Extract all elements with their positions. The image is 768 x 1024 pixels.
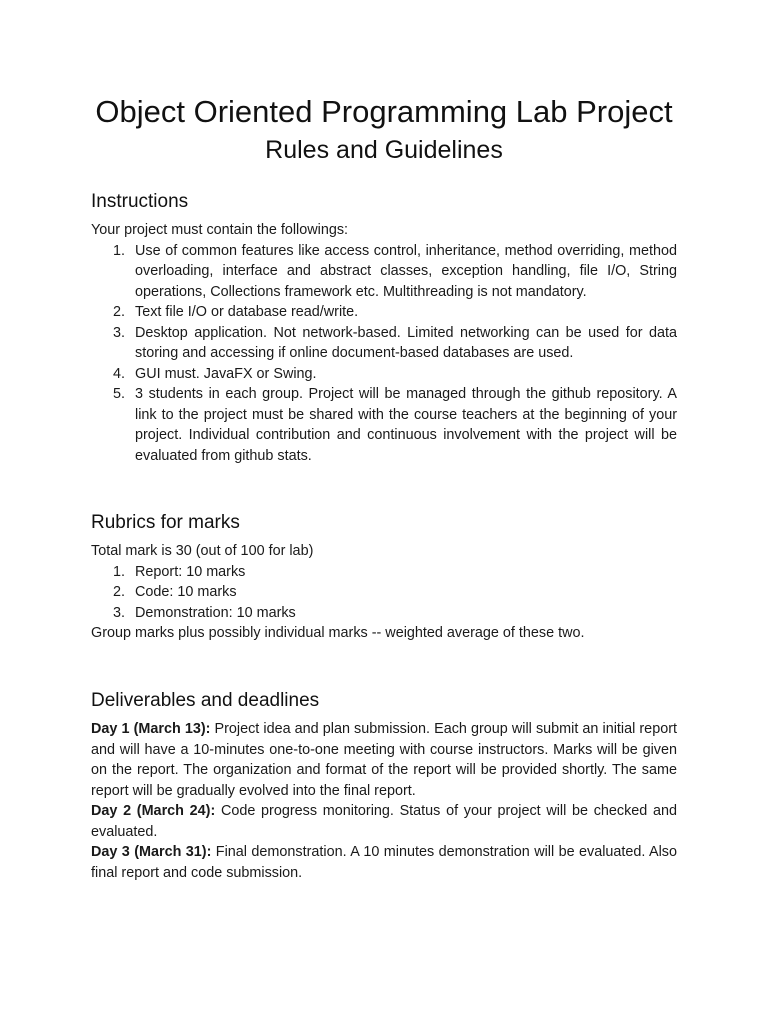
list-item — [91, 603, 677, 624]
list-item-text: Text file I/O or database read/write. — [135, 304, 359, 320]
list-item-number: 4. — [113, 365, 126, 382]
list-item — [91, 364, 677, 385]
list-item-number: 3. — [113, 604, 126, 621]
rubrics-list — [91, 562, 677, 624]
list-item-number: 5. — [113, 386, 126, 402]
list-item — [91, 302, 677, 323]
document-title: Object Oriented Programming Lab Project — [95, 94, 673, 129]
deliverable-day-3 — [91, 842, 677, 883]
day-text: Project idea and plan submission. Each group will submit an initial report and will have a 10-minutes one-to-one meeting with course instructors. Marks will be given on the report. The organization and format of the report will be provided shortly. The same report will be gradually evolved into the final report. — [91, 721, 677, 799]
list-item-text: GUI must. JavaFX or Swing. — [135, 365, 317, 382]
rubrics-intro: Total mark is 30 (out of 100 for lab) — [91, 543, 314, 559]
list-item-number: 2. — [113, 584, 126, 600]
list-item-number: 2. — [113, 304, 126, 320]
document-subtitle: Rules and Guidelines — [265, 136, 503, 164]
instructions-list — [91, 241, 677, 467]
day-label: Day 3 (March 31): — [91, 844, 212, 860]
list-item-text: Report: 10 marks — [135, 563, 246, 580]
list-item-text: Code: 10 marks — [135, 584, 237, 600]
rubrics-outro: Group marks plus possibly individual marks -- weighted average of these two. — [91, 625, 585, 641]
instructions-intro: Your project must contain the followings: — [91, 222, 349, 238]
list-item-text: Desktop application. Not network-based. Limited networking can be used for data storing and accessing if online document-based databases are used. — [135, 324, 677, 361]
rubrics-section — [91, 511, 677, 644]
list-item — [91, 384, 677, 466]
list-item-number: 1. — [113, 563, 126, 580]
deliverables-section — [91, 689, 677, 883]
deliverable-day-2 — [91, 801, 677, 842]
list-item — [91, 562, 677, 583]
day-text: Code progress monitoring. Status of your project will be checked and evaluated. — [91, 803, 677, 840]
list-item — [91, 582, 677, 603]
list-item-number: 1. — [113, 242, 126, 259]
list-item — [91, 241, 677, 303]
deliverables-heading: Deliverables and deadlines — [91, 690, 320, 711]
list-item-number: 3. — [113, 324, 126, 341]
day-text: Final demonstration. A 10 minutes demonstration will be evaluated. Also final report and code submission. — [91, 844, 678, 881]
instructions-section — [91, 190, 677, 466]
day-label: Day 1 (March 13): — [91, 721, 211, 737]
list-item-text: 3 students in each group. Project will be managed through the github repository. A link to the project must be shared with the course teachers at the beginning of your project. Individual contribution and continuous involvement with the project will be evaluated from github stats. — [135, 386, 677, 464]
deliverable-day-1 — [91, 719, 677, 801]
list-item — [91, 323, 677, 364]
list-item-text: Use of common features like access control, inheritance, method overriding, method overloading, interface and abstract classes, exception handling, file I/O, String operations, Collections framework etc. Multithreading is not mandatory. — [135, 242, 677, 300]
instructions-heading: Instructions — [91, 191, 189, 212]
day-label: Day 2 (March 24): — [91, 803, 216, 819]
rubrics-heading: Rubrics for marks — [91, 512, 240, 533]
list-item-text: Demonstration: 10 marks — [135, 604, 296, 621]
